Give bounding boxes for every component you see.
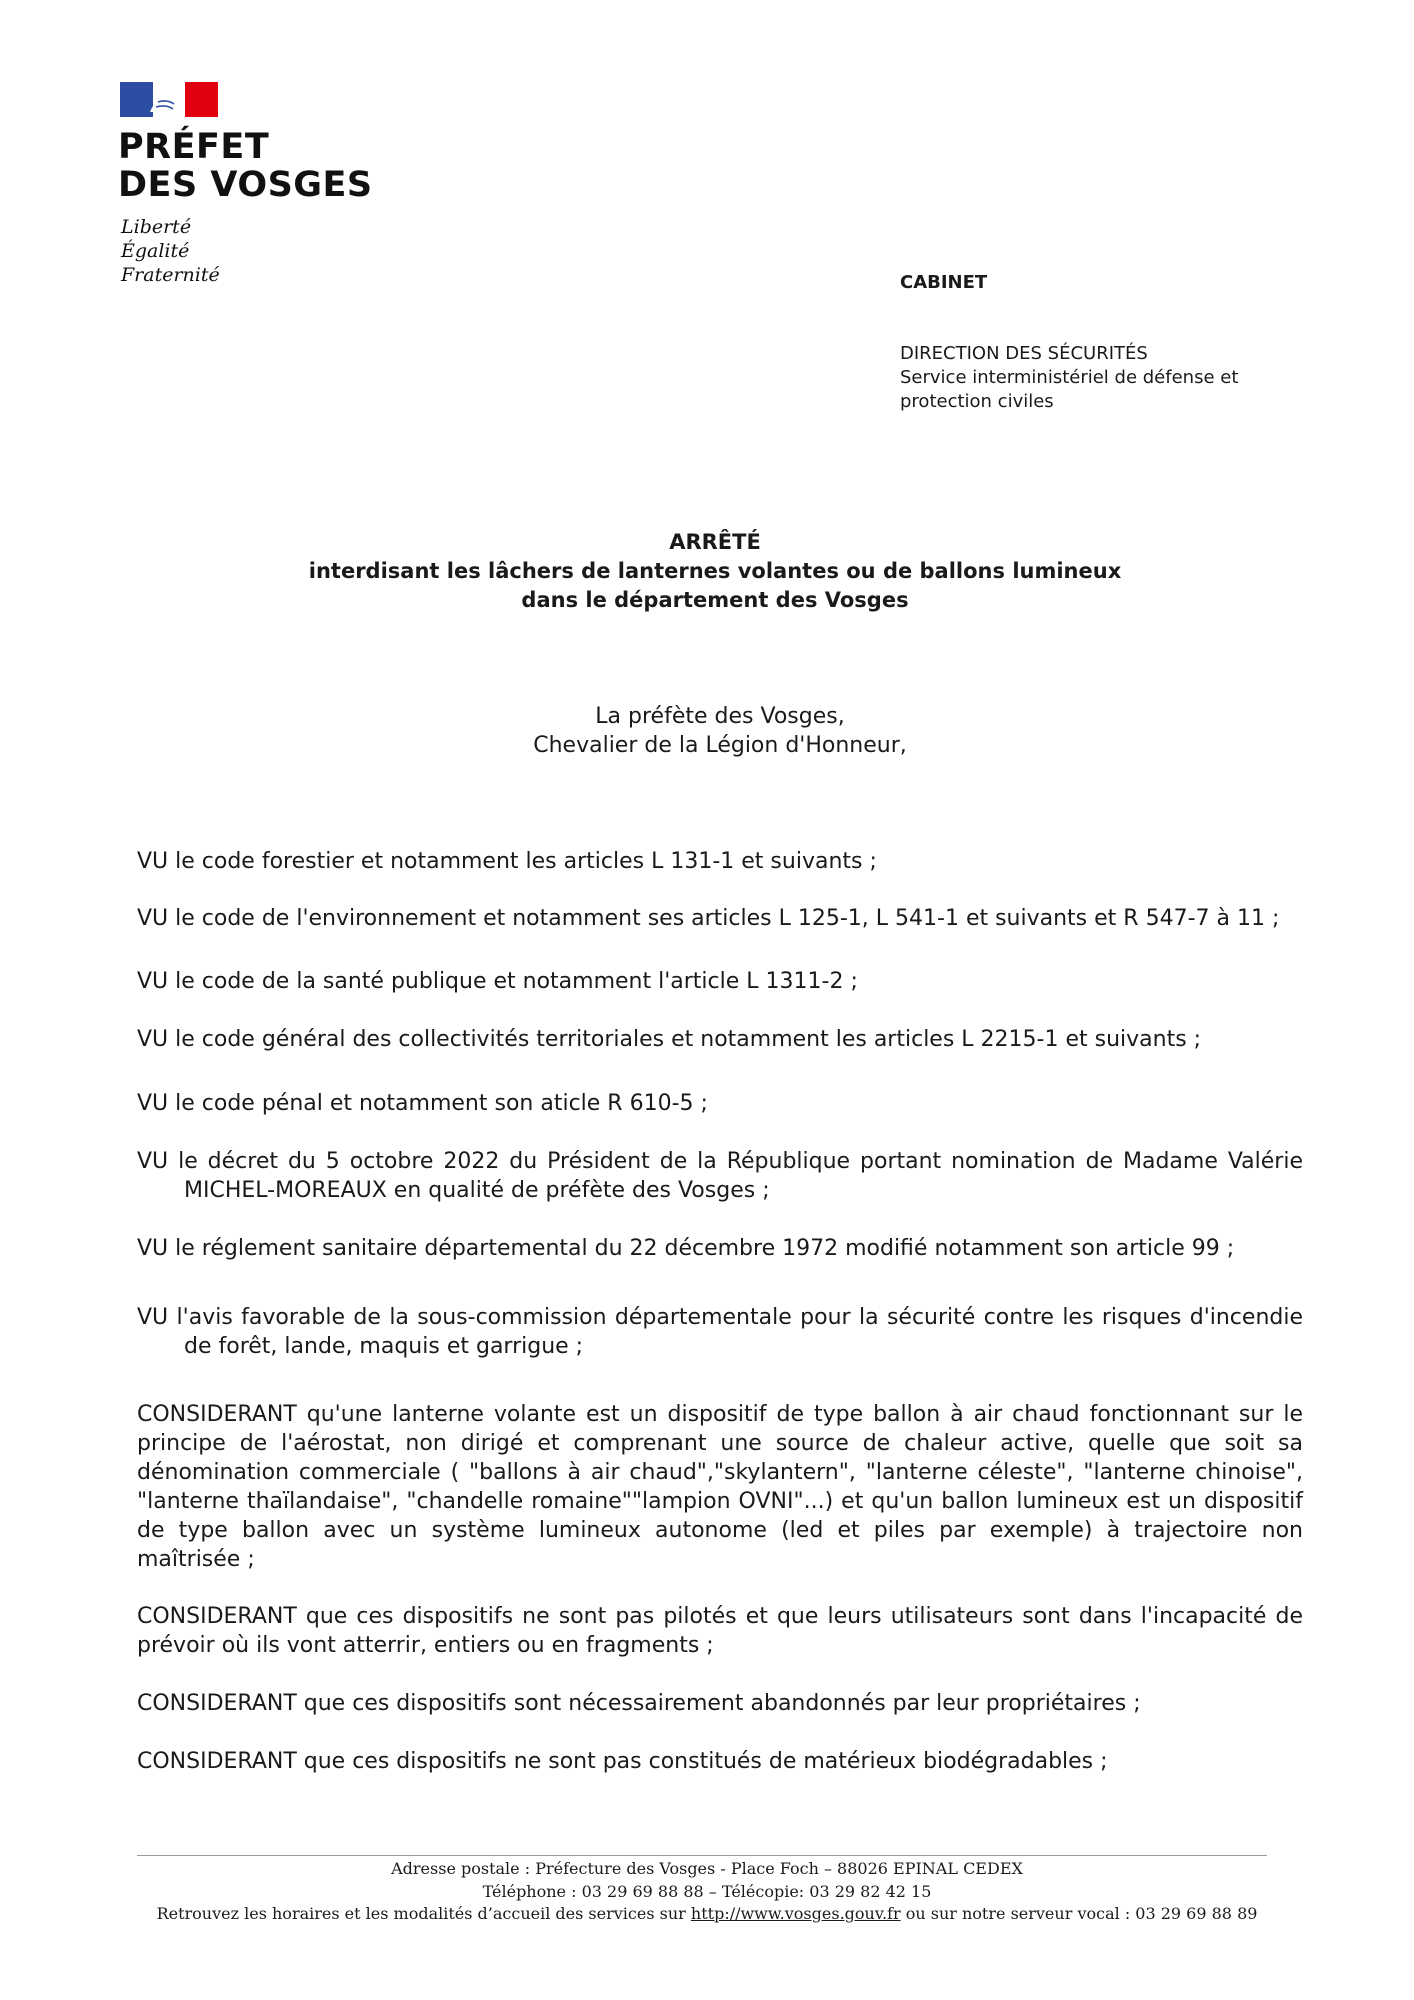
- vu-reglement-sanitaire: VU le réglement sanitaire départemental du 22 décembre 1972 modifié notamment son article 99 ;: [137, 1236, 1235, 1261]
- logo-line-1: PRÉFET: [118, 127, 270, 167]
- title-line-2: interdisant les lâchers de lanternes volantes ou de ballons lumineux: [308, 559, 1122, 583]
- direction-block: [900, 342, 1320, 414]
- footer-divider: [137, 1855, 1267, 1856]
- authority-block: [330, 702, 1110, 760]
- considerant-abandonnes: CONSIDERANT que ces dispositifs sont nécessairement abandonnés par leur propriétaires ;: [137, 1691, 1141, 1716]
- direction-label: DIRECTION DES SÉCURITÉS: [900, 343, 1148, 364]
- vu-code-penal: VU le code pénal et notamment son aticle R 610-5 ;: [137, 1091, 708, 1116]
- logo-line-2: DES VOSGES: [118, 165, 373, 205]
- title-line-1: ARRÊTÉ: [669, 530, 761, 554]
- motto-liberte: Liberté: [121, 216, 192, 238]
- document-title: [250, 528, 1180, 615]
- authority-line-2: Chevalier de la Légion d'Honneur,: [533, 733, 907, 758]
- service-line-1: Service interministériel de défense et: [900, 367, 1239, 388]
- vu-code-forestier: VU le code forestier et notamment les articles L 131-1 et suivants ;: [137, 849, 877, 874]
- authority-line-1: La préfète des Vosges,: [595, 704, 845, 729]
- footer-phone: Téléphone : 03 29 69 88 88 – Télécopie: 03 29 82 42 15: [482, 1882, 932, 1901]
- republic-motto: [121, 215, 321, 287]
- title-line-3: dans le département des Vosges: [521, 588, 909, 612]
- vu-decret-nomination: VU le décret du 5 octobre 2022 du Président de la République portant nomination de Madame Valérie MICHEL-MOREAUX en qualité de préfète des Vosges ;: [137, 1149, 1303, 1203]
- footer-hours-suffix: ou sur notre serveur vocal : 03 29 69 88 89: [905, 1904, 1258, 1923]
- prefet-wordmark: [118, 128, 438, 204]
- service-line-2: protection civiles: [900, 391, 1054, 412]
- considerant-non-pilotes: CONSIDERANT que ces dispositifs ne sont pas pilotés et que leurs utilisateurs sont dans l'incapacité de prévoir où ils vont atterrir, entiers ou en fragments ;: [137, 1604, 1303, 1658]
- marianne-flag-logo: [120, 82, 218, 117]
- motto-egalite: Égalité: [121, 240, 190, 262]
- considerant-lanterne-definition: CONSIDERANT qu'une lanterne volante est un dispositif de type ballon à air chaud fonctionnant sur le principe de l'aérostat, non dirigé et comprenant une source de chaleur active, quelle que soit sa dénomination commerciale ( "ballons à air chaud","skylantern", "lanterne céleste", "lanterne chinoise", "lanterne thaïlandaise", "chandelle romaine""lampion OVNI"...) et qu'un ballon lumineux est un dispositif de type ballon avec un système lumineux autonome (led et piles par exemple) à trajectoire non maîtrisée ;: [137, 1402, 1303, 1572]
- prefecture-website-link[interactable]: http://www.vosges.gouv.fr: [690, 1904, 901, 1923]
- footer-address: Adresse postale : Préfecture des Vosges - Place Foch – 88026 EPINAL CEDEX: [391, 1859, 1023, 1878]
- vu-code-environnement: VU le code de l'environnement et notamment ses articles L 125-1, L 541-1 et suivants et R 547-7 à 11 ;: [137, 906, 1280, 931]
- vu-code-sante-publique: VU le code de la santé publique et notamment l'article L 1311-2 ;: [137, 969, 858, 994]
- footer-hours-prefix: Retrouvez les horaires et les modalités d’accueil des services sur: [156, 1904, 686, 1923]
- motto-fraternite: Fraternité: [121, 264, 220, 286]
- vu-avis-sous-commission: VU l'avis favorable de la sous-commission départementale pour la sécurité contre les risques d'incendie de forêt, lande, maquis et garrigue ;: [137, 1305, 1303, 1359]
- considerant-non-biodegradables: CONSIDERANT que ces dispositifs ne sont pas constitués de matérieux biodégradables ;: [137, 1749, 1108, 1774]
- cabinet-label: CABINET: [900, 272, 988, 293]
- vu-cgct: VU le code général des collectivités territoriales et notamment les articles L 2215-1 et suivants ;: [137, 1027, 1202, 1052]
- footer-hours: [100, 1903, 1314, 1925]
